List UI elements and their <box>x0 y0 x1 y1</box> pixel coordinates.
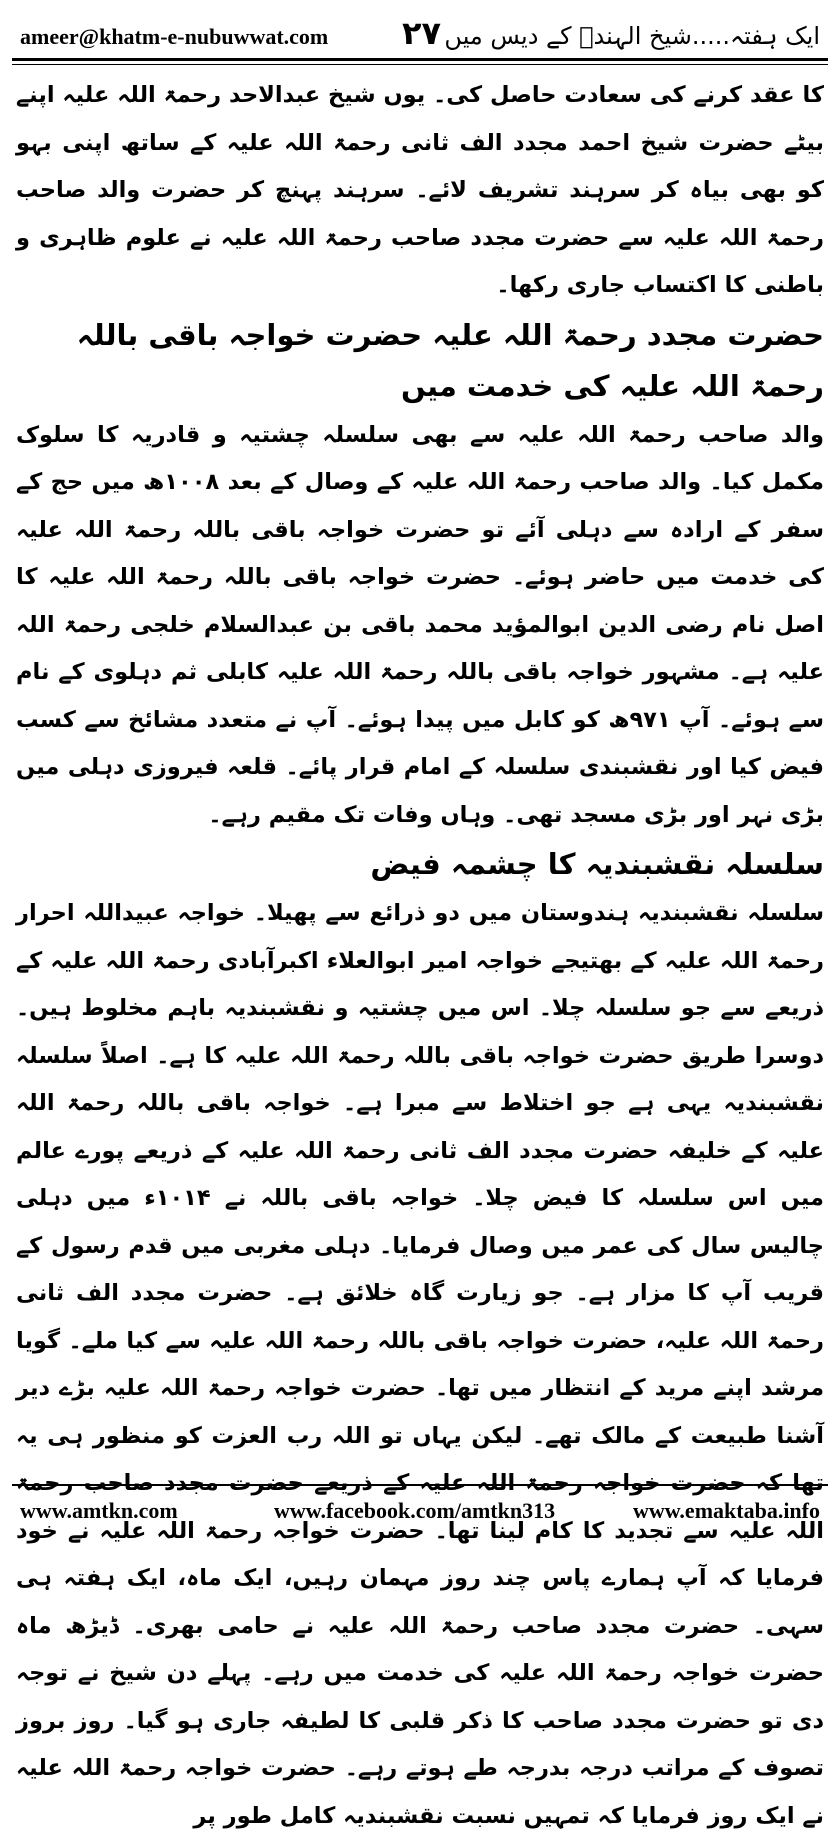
section-heading-1: حضرت مجدد رحمۃ اللہ علیہ حضرت خواجہ باقی باللہ رحمۃ اللہ علیہ کی خدمت میں <box>76 317 824 403</box>
header-rule <box>12 58 828 65</box>
paragraph-3: سلسلہ نقشبندیہ ہندوستان میں دو ذرائع سے پھیلا۔ خواجہ عبیداللہ احرار رحمۃ اللہ علیہ کے بھتیجے خواجہ امیر ابوالعلاء اکبرآبادی رحمۃ اللہ علیہ کے ذریعے سے جو سلسلہ چلا۔ اس میں چشتیہ و نقشبندیہ باہم مخلوط ہیں۔ دوسرا طریق حضرت خواجہ باقی باللہ رحمۃ اللہ علیہ کا ہے۔ اصلاً سلسلہ نقشبندیہ یہی ہے جو اختلاط سے مبرا ہے۔ خواجہ باقی باللہ رحمۃ اللہ علیہ کے خلیفہ حضرت مجدد الف ثانی رحمۃ اللہ علیہ کے ذریعے پورے عالم میں اس سلسلہ کا فیض چلا۔ خواجہ باقی باللہ نے ۱۰۱۴ء میں دہلی چالیس سال کی عمر میں وصال فرمایا۔ دہلی مغربی میں قدم رسول کے قریب آپ کا مزار ہے۔ جو زیارت گاہ خلائق ہے۔ حضرت مجدد الف ثانی رحمۃ اللہ علیہ، حضرت خواجہ باقی باللہ رحمۃ اللہ علیہ سے کیا ملے۔ گویا مرشد اپنے مرید کے انتظار میں تھا۔ حضرت خواجہ رحمۃ اللہ علیہ بڑے دیر آشنا طبیعت کے مالک تھے۔ لیکن یہاں تو اللہ رب العزت کو منظور ہی یہ تھا کہ حضرت خواجہ رحمۃ اللہ علیہ کے ذریعے حضرت مجدد صاحب رحمۃ اللہ علیہ سے تجدید کا کام لینا تھا۔ حضرت خواجہ رحمۃ اللہ علیہ نے خود فرمایا کہ آپ ہمارے پاس چند روز مہمان رہیں، ایک ماہ، ایک ہفتہ ہی سہی۔ حضرت مجدد صاحب رحمۃ اللہ علیہ نے حامی بھری۔ ڈیڑھ ماہ حضرت خواجہ رحمۃ اللہ علیہ کی خدمت میں رہے۔ پہلے دن شیخ نے توجہ دی تو حضرت مجدد صاحب کا ذکر قلبی کا لطیفہ جاری ہو گیا۔ روز بروز تصوف کے مراتب درجہ بدرجہ طے ہوتے رہے۔ حضرت خواجہ رحمۃ اللہ علیہ نے ایک روز فرمایا کہ تمہیں نسبت نقشبندیہ کامل طور پر <box>16 900 824 1829</box>
footer-link-emaktaba[interactable]: www.emaktaba.info <box>632 1498 820 1523</box>
footer-link-amtkn[interactable]: www.amtkn.com <box>20 1498 178 1523</box>
book-title: ایک ہفتہ.....شیخ الہندؒ کے دیس میں <box>444 22 820 50</box>
footer-link-facebook[interactable]: www.facebook.com/amtkn313 <box>274 1498 556 1523</box>
paragraph-2: والد صاحب رحمۃ اللہ علیہ سے بھی سلسلہ چشتیہ و قادریہ کا سلوک مکمل کیا۔ والد صاحب رحمۃ اللہ علیہ کے وصال کے بعد ۱۰۰۸ھ میں حج کے سفر کے ارادہ سے دہلی آئے تو حضرت خواجہ باقی باللہ رحمۃ اللہ علیہ کی خدمت میں حاضر ہوئے۔ حضرت خواجہ باقی باللہ رحمۃ اللہ علیہ کا اصل نام رضی الدین ابوالمؤید محمد باقی بن عبدالسلام خلجی رحمۃ اللہ علیہ ہے۔ مشہور خواجہ باقی باللہ رحمۃ اللہ علیہ کابلی ثم دہلوی کے نام سے ہوئے۔ آپ ۹۷۱ھ کو کابل میں پیدا ہوئے۔ آپ نے متعدد مشائخ سے کسب فیض کیا اور نقشبندی سلسلہ کے امام قرار پائے۔ قلعہ فیروزی دہلی میں بڑی نہر اور بڑی مسجد تھی۔ وہاں وفات تک مقیم رہے۔ <box>16 421 824 828</box>
section-heading-2: سلسلہ نقشبندیہ کا چشمہ فیض <box>370 847 824 881</box>
footer-rule <box>12 1484 828 1486</box>
page-footer <box>12 1494 828 1530</box>
header-email: ameer@khatm-e-nubuwwat.com <box>20 24 329 49</box>
paragraph-1: کا عقد کرنے کی سعادت حاصل کی۔ یوں شیخ عبدالاحد رحمۃ اللہ علیہ اپنے بیٹے حضرت شیخ احمد مجدد الف ثانی رحمۃ اللہ علیہ کے ساتھ اپنی بہو کو بھی بیاہ کر سرہند تشریف لائے۔ سرہند پہنچ کر حضرت والد صاحب رحمۃ اللہ علیہ سے حضرت مجدد صاحب رحمۃ اللہ علیہ نے علوم ظاہری و باطنی کا اکتساب جاری رکھا۔ <box>16 82 824 298</box>
page-number: ۲۷ <box>402 14 442 52</box>
page-header <box>12 14 828 60</box>
